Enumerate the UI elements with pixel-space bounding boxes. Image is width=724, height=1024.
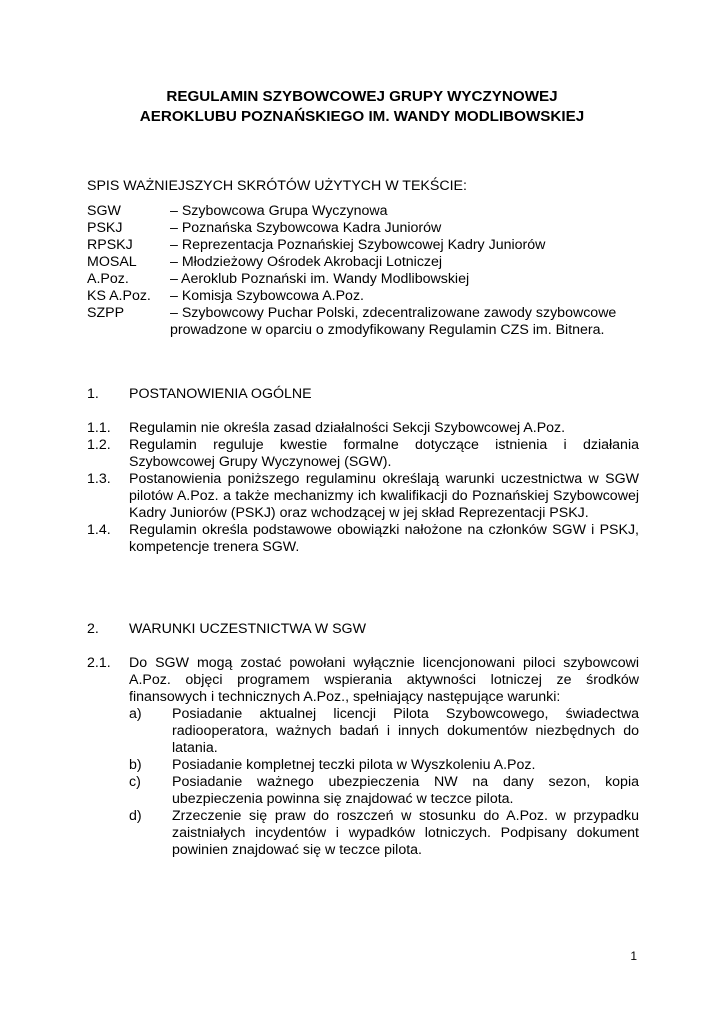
abbreviation-code: MOSAL [87,254,137,270]
abbreviation-definition: – Komisja Szybowcowa A.Poz. [170,288,364,304]
title-line-1: REGULAMIN SZYBOWCOWEJ GRUPY WYCZYNOWEJ [166,88,558,105]
section-number: 2. [87,621,99,637]
sub-item-letter: b) [129,757,142,773]
item-number: 1.4. [87,522,111,538]
abbreviation-code: RPSKJ [87,237,133,253]
sub-list-item [129,808,639,859]
section-number: 1. [87,386,99,402]
section-1-heading [87,386,639,403]
abbreviation-definition: – Szybowcowy Puchar Polski, zdecentralizowane zawody szybowcowe prowadzone w oparciu o zmodyfikowany Regulamin CZS im. Bitnera. [170,305,617,338]
list-item [87,420,639,437]
abbreviation-definition: – Poznańska Szybowcowa Kadra Juniorów [170,220,442,236]
document-title [0,87,724,127]
abbreviation-code: SZPP [87,305,125,321]
item-text: Postanowienia poniższego regulaminu określają warunki uczestnictwa w SGW pilotów A.Poz. a także mechanizmy ich kwalifikacji do Poznańskiej Szybowcowej Kadry Juniorów (PSKJ) oraz wchodzącej w jej skład Reprezentacji PSKJ. [129,471,639,521]
item-number: 1.2. [87,437,111,453]
abbreviation-row [87,220,639,237]
item-number: 1.1. [87,420,111,436]
abbreviation-code: SGW [87,203,121,219]
section-title: POSTANOWIENIA OGÓLNE [129,386,312,402]
abbreviation-definition: – Młodzieżowy Ośrodek Akrobacji Lotniczej [170,254,443,270]
sub-item-text: Posiadanie ważnego ubezpieczenia NW na dany sezon, kopia ubezpieczenia powinna się znajdować w teczce pilota. [172,774,639,807]
abbreviation-definition: – Reprezentacja Poznańskiej Szybowcowej Kadry Juniorów [170,237,546,253]
sub-list-item [129,774,639,808]
item-number: 2.1. [87,655,111,671]
list-item [87,655,639,706]
abbreviation-code: A.Poz. [87,271,129,287]
abbreviation-row [87,203,639,220]
sub-item-text: Posiadanie kompletnej teczki pilota w Wyszkoleniu A.Poz. [172,757,536,773]
abbreviation-row [87,288,639,305]
abbreviation-row [87,254,639,271]
list-item [87,437,639,471]
section-1-items [87,420,639,556]
title-line-2: AEROKLUBU POZNAŃSKIEGO IM. WANDY MODLIBOWSKIEJ [139,108,585,125]
item-text: Regulamin nie określa zasad działalności Sekcji Szybowcowej A.Poz. [129,420,566,436]
sub-item-text: Zrzeczenie się praw do roszczeń w stosunku do A.Poz. w przypadku zaistniałych incydentów i wypadków lotniczych. Podpisany dokument powinien znajdować się w teczce pilota. [172,808,639,858]
abbreviations-list [87,203,639,339]
abbreviation-definition: – Aeroklub Poznański im. Wandy Modlibowskiej [170,271,470,287]
item-number: 1.3. [87,471,111,487]
sub-list-item [129,706,639,757]
section-2-items [87,655,639,859]
list-item [87,522,639,556]
item-text: Regulamin reguluje kwestie formalne dotyczące istnienia i działania Szybowcowej Grupy Wyczynowej (SGW). [129,437,639,470]
sub-item-letter: a) [129,706,142,722]
sub-item-letter: d) [129,808,142,824]
sub-item-letter: c) [129,774,141,790]
abbreviation-definition: – Szybowcowa Grupa Wyczynowa [170,203,388,219]
item-text: Regulamin określa podstawowe obowiązki nałożone na członków SGW i PSKJ, kompetencje trenera SGW. [129,522,639,555]
abbreviation-code: PSKJ [87,220,123,236]
sub-list-item [129,757,639,774]
abbreviations-heading: SPIS WAŻNIEJSZYCH SKRÓTÓW UŻYTYCH W TEKŚCIE: [87,178,467,194]
abbreviation-code: KS A.Poz. [87,288,151,304]
section-title: WARUNKI UCZESTNICTWA W SGW [129,621,366,637]
page-number: 1 [630,949,637,963]
abbreviation-row [87,305,639,339]
sub-item-text: Posiadanie aktualnej licencji Pilota Szybowcowego, świadectwa radiooperatora, ważnych badań i innych dokumentów niezbędnych do latania. [172,706,639,756]
abbreviation-row [87,237,639,254]
list-item [87,471,639,522]
section-2-heading [87,621,639,638]
abbreviation-row [87,271,639,288]
item-text: Do SGW mogą zostać powołani wyłącznie licencjonowani piloci szybowcowi A.Poz. objęci programem wspierania aktywności lotniczej ze środków finansowych i technicznych A.Poz., spełniający następujące warunki: [129,655,639,705]
